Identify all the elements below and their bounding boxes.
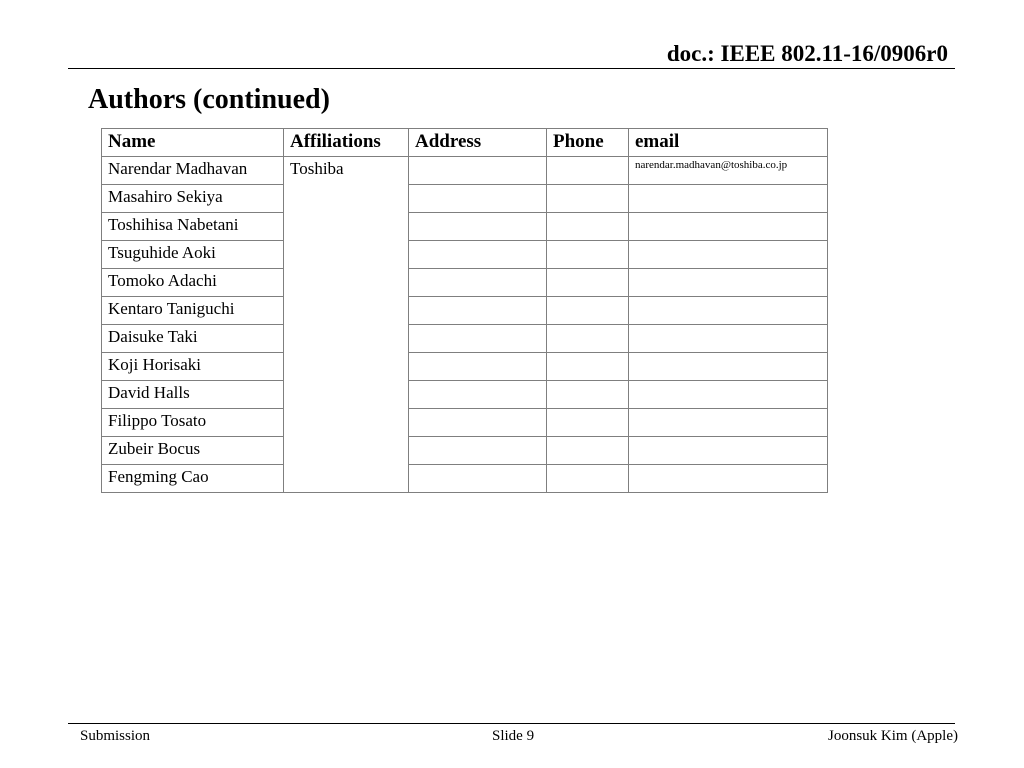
table-row — [102, 437, 828, 465]
author-email — [629, 409, 828, 437]
author-email — [629, 437, 828, 465]
author-name: Tsuguhide Aoki — [102, 241, 284, 269]
author-name: Koji Horisaki — [102, 353, 284, 381]
author-phone — [547, 157, 629, 185]
author-name: Toshihisa Nabetani — [102, 213, 284, 241]
author-address — [409, 325, 547, 353]
footer-divider — [68, 723, 955, 724]
author-address — [409, 409, 547, 437]
author-email — [629, 269, 828, 297]
author-phone — [547, 269, 629, 297]
author-phone — [547, 213, 629, 241]
author-address — [409, 297, 547, 325]
author-address — [409, 353, 547, 381]
author-name: Zubeir Bocus — [102, 437, 284, 465]
footer-author: Joonsuk Kim (Apple) — [828, 728, 958, 744]
author-name: Tomoko Adachi — [102, 269, 284, 297]
author-phone — [547, 437, 629, 465]
author-name: Daisuke Taki — [102, 325, 284, 353]
author-address — [409, 269, 547, 297]
table-row — [102, 381, 828, 409]
author-phone — [547, 185, 629, 213]
column-header-email: email — [629, 129, 828, 157]
header-divider — [68, 68, 955, 69]
column-header-phone: Phone — [547, 129, 629, 157]
table-row — [102, 297, 828, 325]
author-email — [629, 241, 828, 269]
author-address — [409, 157, 547, 185]
author-address — [409, 213, 547, 241]
author-email — [629, 325, 828, 353]
author-email — [629, 381, 828, 409]
author-email: narendar.madhavan@toshiba.co.jp — [629, 157, 828, 185]
author-phone — [547, 325, 629, 353]
slide-title: Authors (continued) — [88, 84, 330, 115]
author-name: Narendar Madhavan — [102, 157, 284, 185]
author-address — [409, 437, 547, 465]
column-header-name: Name — [102, 129, 284, 157]
table-row — [102, 241, 828, 269]
table-row — [102, 185, 828, 213]
column-header-address: Address — [409, 129, 547, 157]
document-id: doc.: IEEE 802.11-16/0906r0 — [666, 41, 948, 66]
author-phone — [547, 409, 629, 437]
column-header-affiliations: Affiliations — [284, 129, 409, 157]
author-email — [629, 185, 828, 213]
author-name: Masahiro Sekiya — [102, 185, 284, 213]
author-email — [629, 353, 828, 381]
footer-slide-number: Slide 9 — [492, 728, 535, 744]
author-address — [409, 381, 547, 409]
author-phone — [547, 381, 629, 409]
footer-submission: Submission — [80, 728, 151, 744]
author-address — [409, 465, 547, 493]
table-row — [102, 269, 828, 297]
table-row — [102, 353, 828, 381]
author-phone — [547, 241, 629, 269]
author-email — [629, 213, 828, 241]
author-name: Fengming Cao — [102, 465, 284, 493]
author-phone — [547, 297, 629, 325]
author-affiliation: Toshiba — [284, 157, 409, 493]
table-row — [102, 325, 828, 353]
table-row — [102, 213, 828, 241]
author-phone — [547, 465, 629, 493]
table-row — [102, 465, 828, 493]
table-row — [102, 157, 828, 185]
author-name: Filippo Tosato — [102, 409, 284, 437]
author-name: David Halls — [102, 381, 284, 409]
author-name: Kentaro Taniguchi — [102, 297, 284, 325]
table-header-row — [102, 129, 828, 157]
author-address — [409, 241, 547, 269]
author-phone — [547, 353, 629, 381]
authors-table — [101, 128, 828, 493]
author-email — [629, 465, 828, 493]
table-row — [102, 409, 828, 437]
author-address — [409, 185, 547, 213]
author-email — [629, 297, 828, 325]
